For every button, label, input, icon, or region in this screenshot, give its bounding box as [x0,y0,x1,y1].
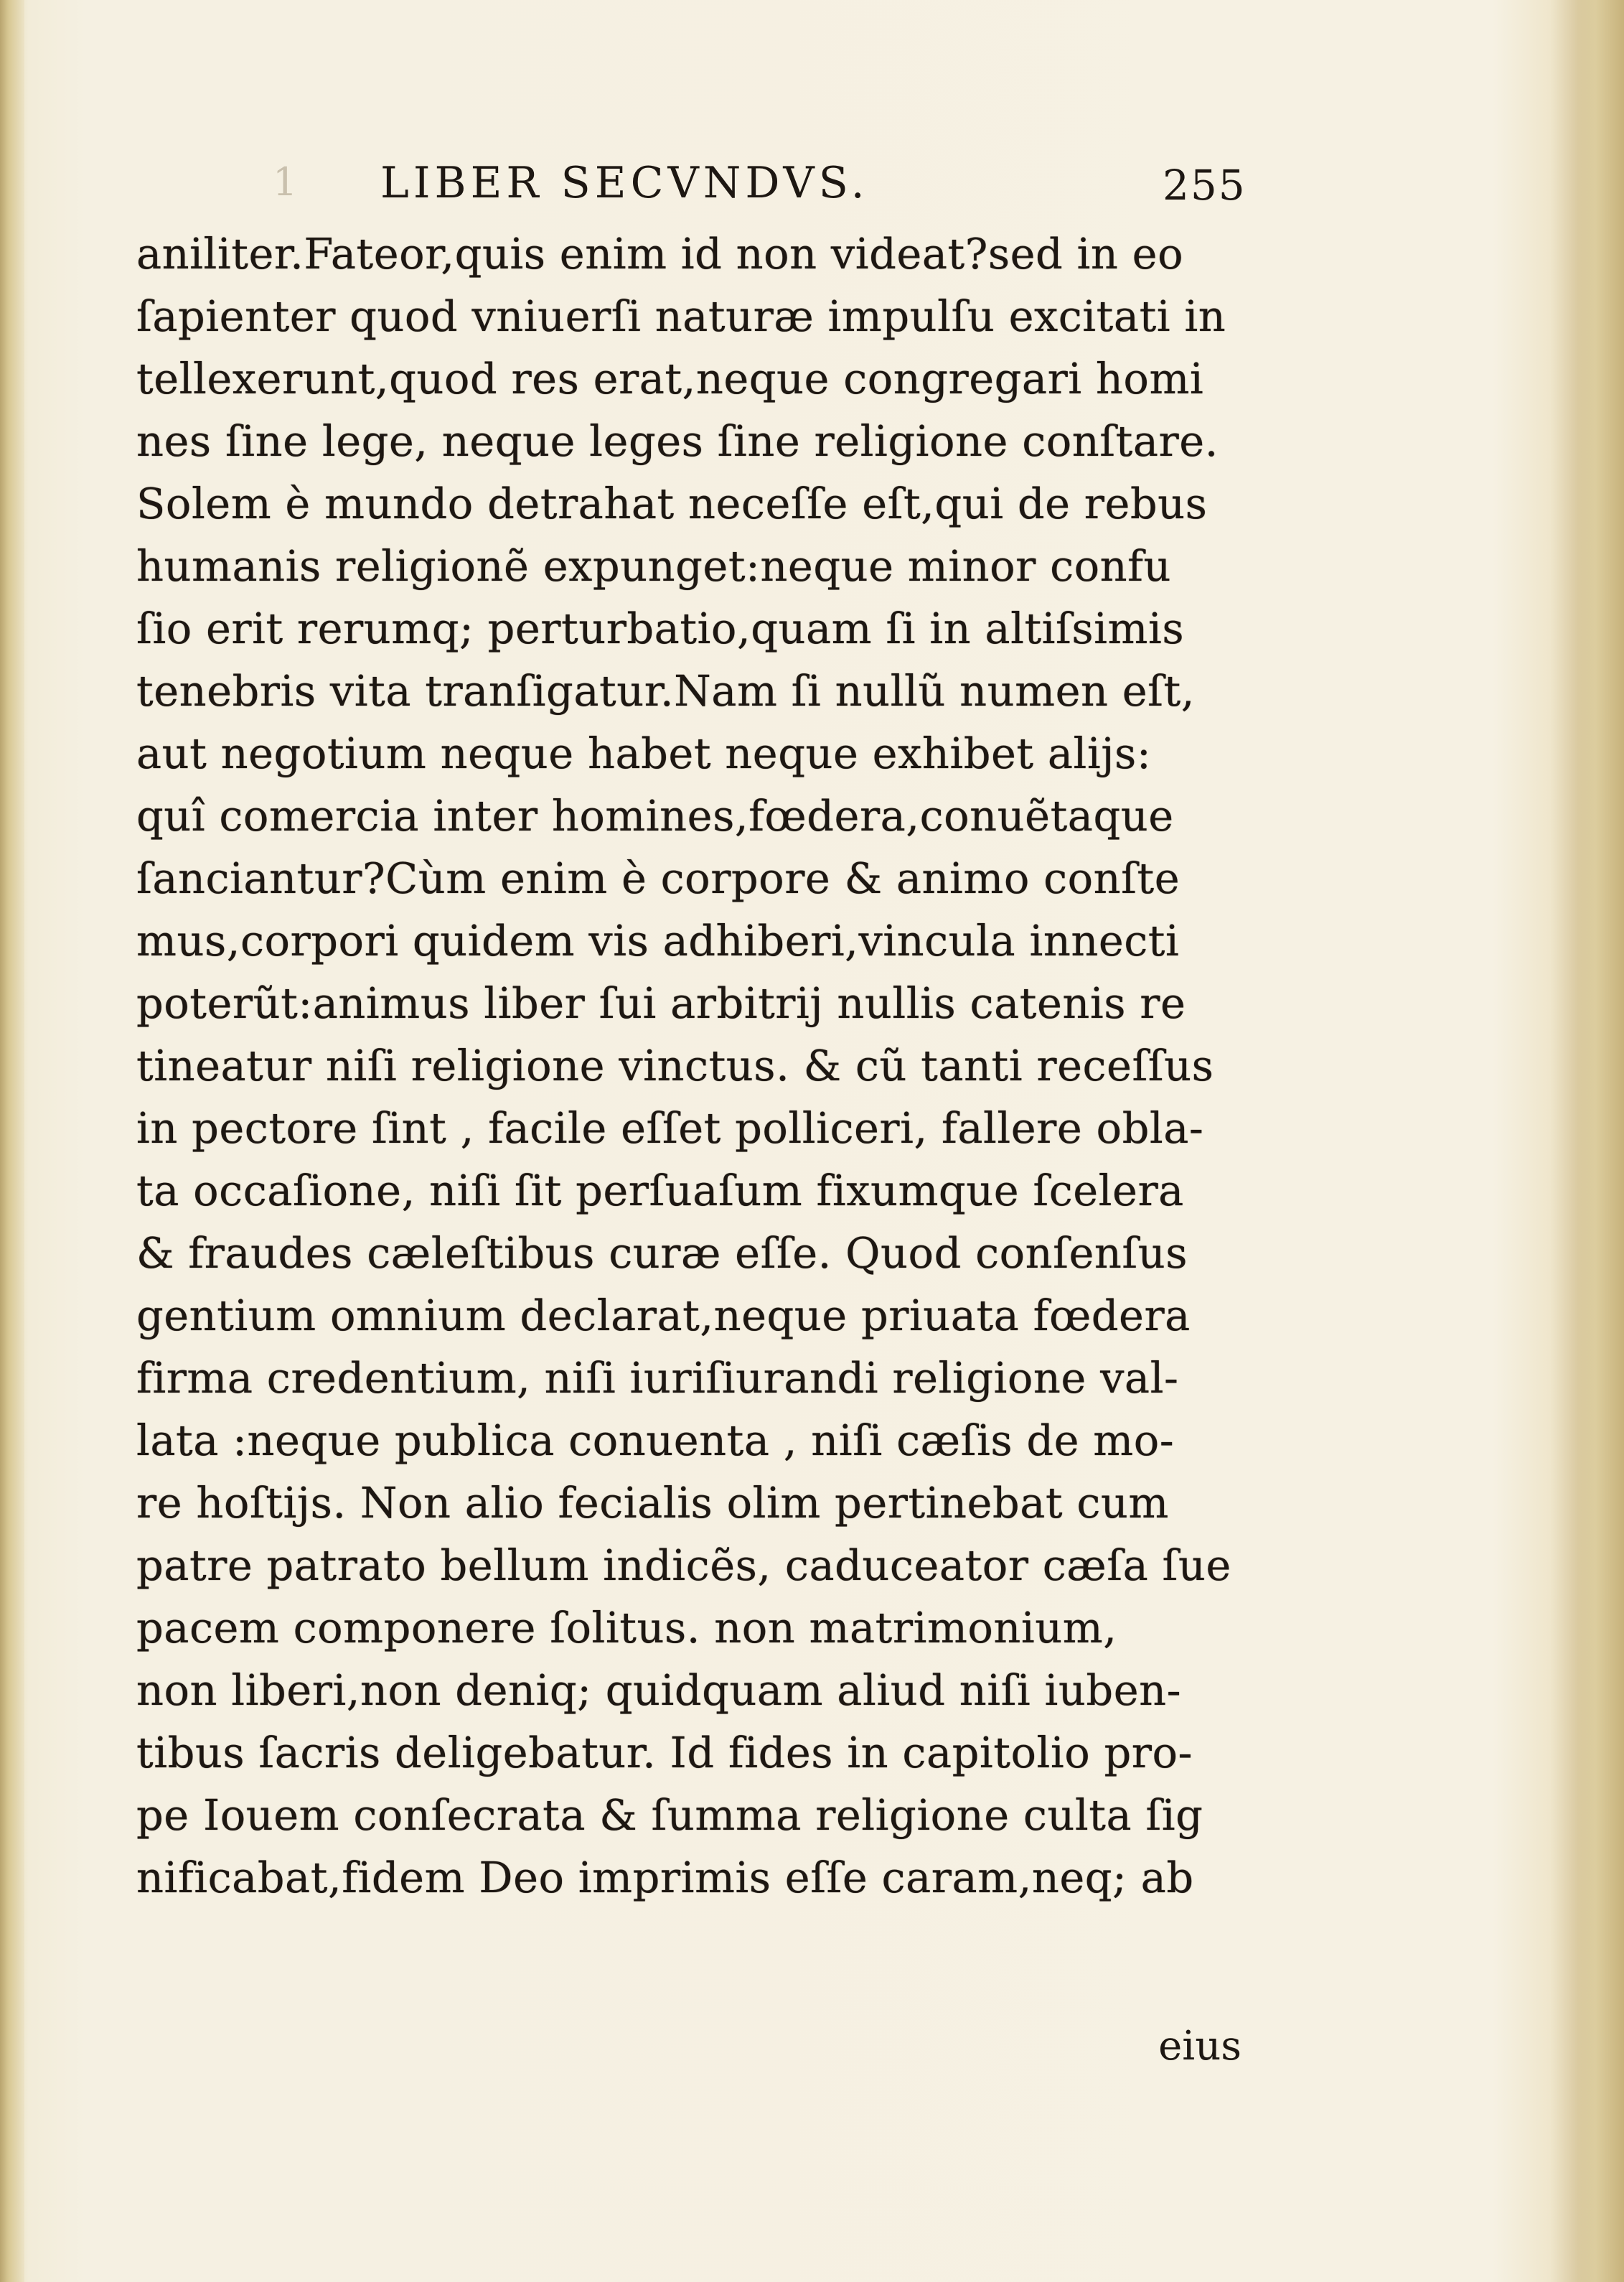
text-line: tenebris vita tranſigatur.Nam ſi nullũ numen eſt, [136,666,1195,716]
running-title: LIBER SECVNDVS. [380,158,869,208]
text-line: aut negotium neque habet neque exhibet alijs: [136,729,1152,778]
text-line: non liberi,non deniq; quidquam aliud niſi iuben- [136,1665,1182,1715]
body-text [136,223,1256,1909]
header-show-through: 1 [273,159,302,205]
running-header [136,144,1256,223]
page-edge-right [1574,0,1624,2282]
text-line: ſio erit rerumq; perturbatio,quam ſi in altiſsimis [136,604,1185,653]
text-block [136,144,1256,2070]
text-line: pe Iouem conſecrata & ſumma religione culta ſig [136,1790,1203,1840]
text-line: quî comercia inter homines,fœdera,conuẽtaque [136,791,1174,841]
text-line: tibus ſacris deligebatur. Id fides in capitolio pro- [136,1728,1193,1777]
text-line: nificabat,fidem Deo imprimis eſſe caram,neq; ab [136,1853,1194,1902]
page-footer [136,2017,1256,2080]
text-line: re hoſtijs. Non alio fecialis olim pertinebat cum [136,1478,1169,1528]
catchword: eius [1158,2023,1242,2070]
page-edge-left [0,0,24,2282]
text-line: nes ſine lege, neque leges ſine religione conſtare. [136,416,1219,466]
text-line: patre patrato bellum indicẽs, caduceator cæſa ſue [136,1540,1231,1590]
text-line: ſanciantur?Cùm enim è corpore & animo conſte [136,854,1181,903]
text-line: tellexerunt,quod res erat,neque congregari homi [136,354,1204,403]
text-line: gentium omnium declarat,neque priuata fœdera [136,1291,1191,1340]
text-line: lata :neque publica conuenta , niſi cæſis de mo- [136,1416,1175,1465]
text-line: in pectore ſint , facile eſſet polliceri, fallere obla- [136,1103,1204,1153]
text-line: poterũt:animus liber ſui arbitrij nullis catenis re [136,978,1186,1028]
text-line: mus,corpori quidem vis adhiberi,vincula innecti [136,916,1180,965]
text-line: ſapienter quod vniuerſi naturæ impulſu excitati in [136,291,1226,341]
text-line: pacem componere ſolitus. non matrimonium, [136,1603,1117,1652]
page-number: 255 [1163,161,1247,210]
text-line: Solem è mundo detrahat neceſſe eſt,qui de rebus [136,479,1208,528]
text-line: humanis religionẽ expunget:neque minor confu [136,541,1171,591]
text-line: & fraudes cæleſtibus curæ eſſe. Quod conſenſus [136,1228,1188,1278]
text-line: aniliter.Fateor,quis enim id non videat?sed in eo [136,229,1184,279]
text-line: ta occaſione, niſi ſit perſuaſum fixumque ſcelera [136,1166,1184,1215]
text-line: tineatur niſi religione vinctus. & cũ tanti receſſus [136,1041,1214,1090]
text-line: firma credentium, niſi iuriſiurandi religione val- [136,1353,1179,1403]
